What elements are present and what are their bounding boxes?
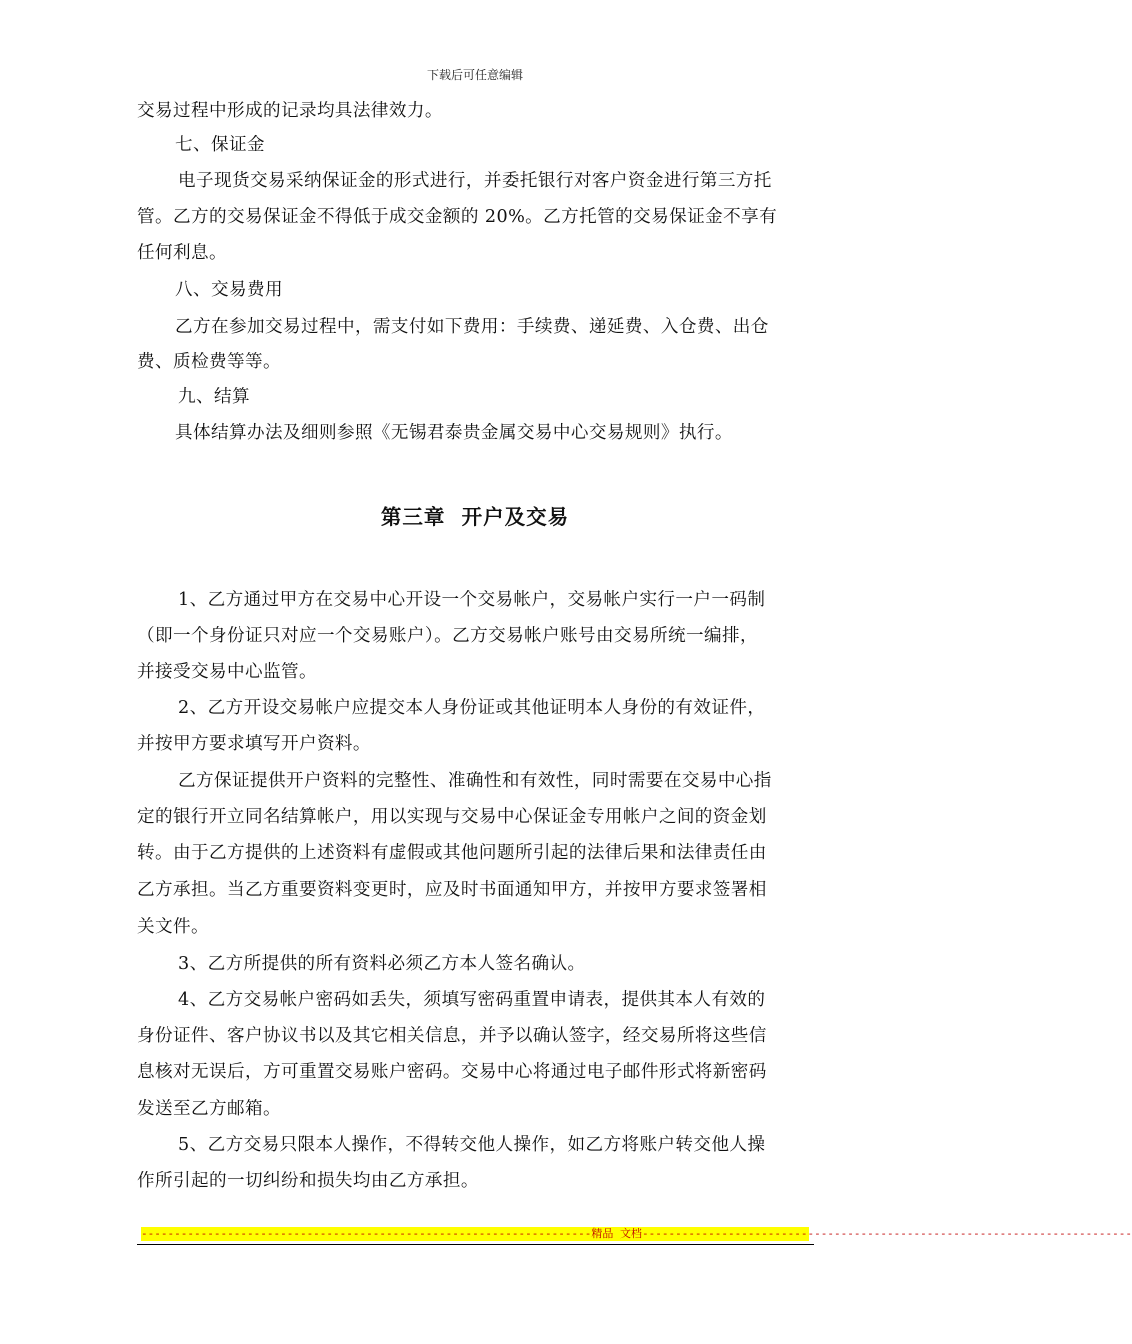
text-line: 电子现货交易采纳保证金的形式进行，并委托银行对客户资金进行第三方托 [178,171,772,191]
text-line: 定的银行开立同名结算帐户，用以实现与交易中心保证金专用帐户之间的资金划 [137,807,767,827]
text-line: 1、乙方通过甲方在交易中心开设一个交易帐户，交易帐户实行一户一码制 [178,590,766,610]
text-line: 并按甲方要求填写开户资料。 [137,734,371,754]
text-line: 转。由于乙方提供的上述资料有虚假或其他问题所引起的法律后果和法律责任由 [137,843,767,863]
text-line: 息核对无误后，方可重置交易账户密码。交易中心将通过电子邮件形式将新密码 [137,1062,767,1082]
section-heading: 八、交易费用 [175,280,283,300]
text-line: 5、乙方交易只限本人操作，不得转交他人操作，如乙方将账户转交他人操 [178,1135,766,1155]
text-line: 费、质检费等等。 [137,352,281,372]
text-line: 作所引起的一切纠纷和损失均由乙方承担。 [137,1171,479,1191]
text-line: 关文件。 [137,917,209,937]
section-heading: 九、结算 [178,387,250,407]
text-line: 发送至乙方邮箱。 [137,1099,281,1119]
page-header: 下载后可任意编辑 [426,68,523,82]
text-line: 乙方在参加交易过程中，需支付如下费用：手续费、递延费、入仓费、出仓 [175,317,769,337]
text-line: 管。乙方的交易保证金不得低于成交金额的 20%。乙方托管的交易保证金不享有 [137,207,778,227]
text-line: 身份证件、客户协议书以及其它相关信息，并予以确认签字，经交易所将这些信 [137,1026,767,1046]
text-line: 2、乙方开设交易帐户应提交本人身份证或其他证明本人身份的有效证件， [178,698,766,718]
text-line: 乙方承担。当乙方重要资料变更时，应及时书面通知甲方，并按甲方要求签署相 [137,880,767,900]
text-line: 具体结算办法及细则参照《无锡君泰贵金属交易中心交易规则》执行。 [175,423,733,443]
text-line: 乙方保证提供开户资料的完整性、准确性和有效性，同时需要在交易中心指 [178,771,772,791]
text-line: 并接受交易中心监管。 [137,662,317,682]
section-heading: 七、保证金 [175,135,265,155]
text-line: 交易过程中形成的记录均具法律效力。 [137,101,443,121]
text-line: 4、乙方交易帐户密码如丢失，须填写密码重置申请表，提供其本人有效的 [178,990,766,1010]
text-line: （即一个身份证只对应一个交易账户）。乙方交易帐户账号由交易所统一编排， [137,626,758,646]
chapter-title: 第三章 开户及交易 [380,505,570,529]
footer-banner: --------------------------------------------------------------------精品 文档-------------------------------------------------------------------------- [141,1227,1132,1240]
text-line: 任何利息。 [137,243,227,263]
text-line: 3、乙方所提供的所有资料必须乙方本人签名确认。 [178,954,586,974]
footer-divider [137,1244,814,1245]
